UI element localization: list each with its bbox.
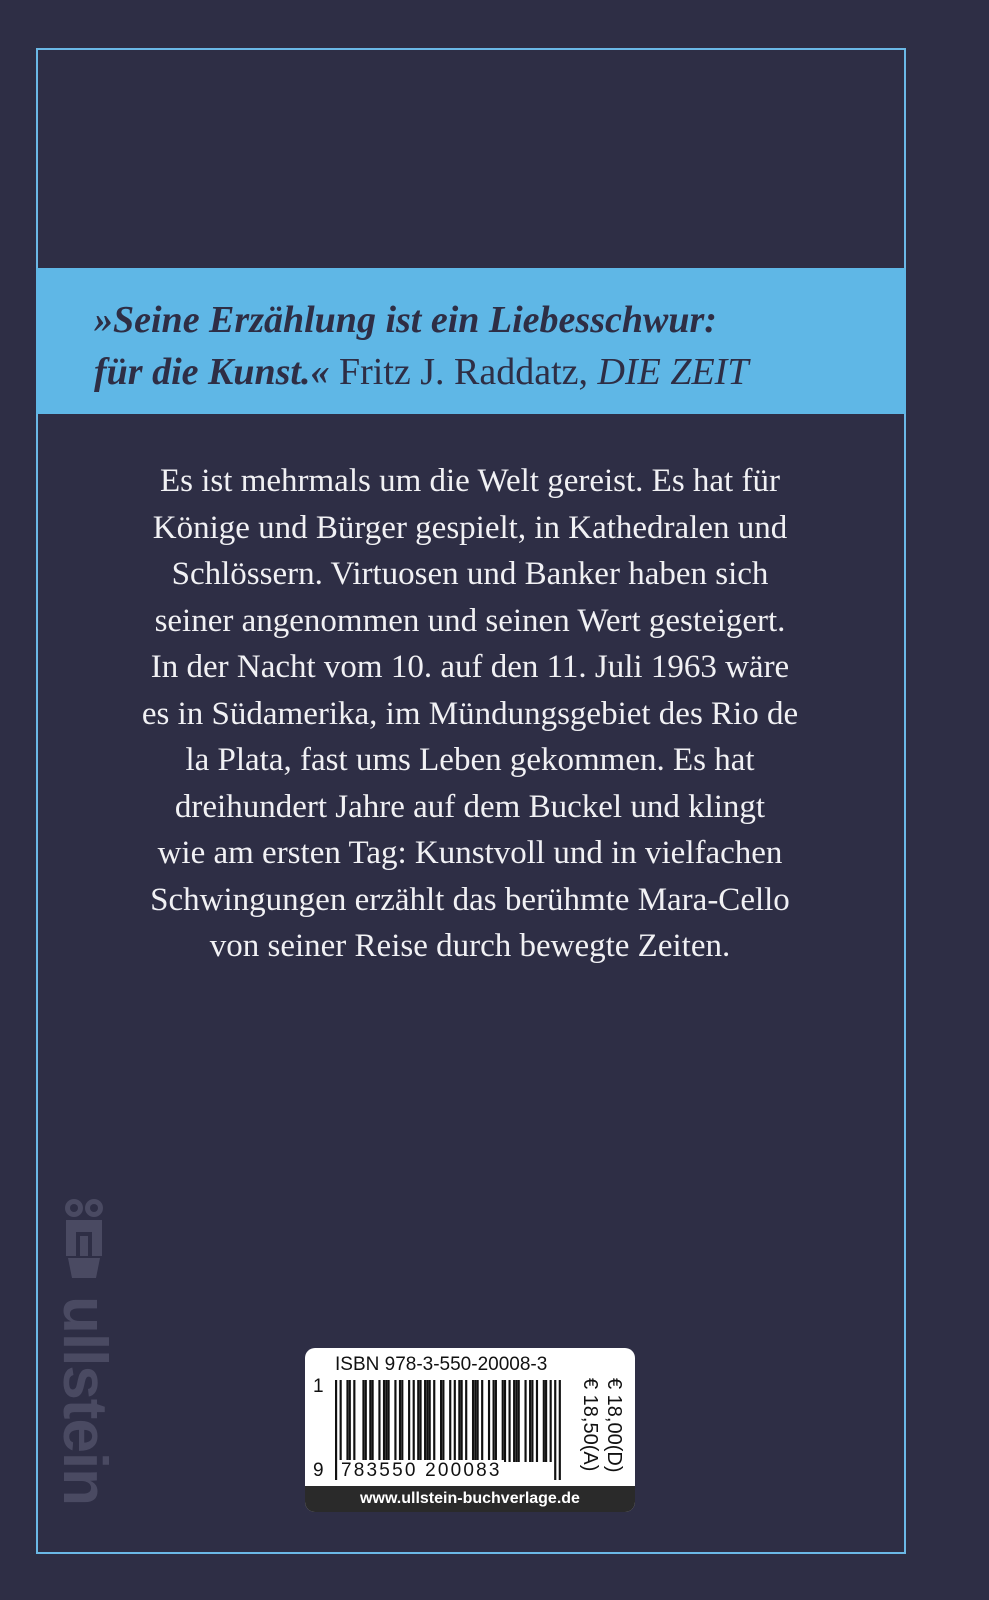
barcode-bar — [378, 1380, 380, 1462]
barcode-bar — [531, 1380, 533, 1462]
barcode-bar — [536, 1380, 538, 1462]
barcode-bar — [385, 1380, 387, 1462]
quote-line-1 — [94, 294, 906, 346]
barcode-bar — [461, 1380, 463, 1462]
barcode-box — [305, 1348, 635, 1512]
barcode-bar — [408, 1380, 410, 1462]
barcode-bar — [417, 1380, 419, 1462]
barcode-bar — [335, 1380, 337, 1480]
blurb-line: wie am ersten Tag: Kunstvoll und in vielfachen — [157, 835, 783, 871]
quote-line-2 — [94, 346, 906, 398]
barcode-bar — [524, 1380, 526, 1462]
barcode-bar — [442, 1380, 444, 1462]
barcode-bar — [440, 1380, 442, 1462]
barcode-lead-digit: 1 — [313, 1376, 324, 1397]
blurb-line: Schlössern. Virtuosen und Banker haben sich — [171, 556, 769, 592]
barcode-bar — [504, 1380, 506, 1462]
blurb-line: von seiner Reise durch bewegte Zeiten. — [209, 928, 731, 964]
price-block — [575, 1378, 631, 1478]
barcode-bar — [413, 1380, 415, 1462]
barcode-bar — [515, 1380, 517, 1462]
barcode-bar — [474, 1380, 476, 1462]
blurb-line: In der Nacht vom 10. auf den 11. Juli 1963 wäre — [150, 649, 790, 685]
barcode-bar — [518, 1380, 520, 1462]
owl-icon — [62, 1196, 106, 1280]
barcode-bar — [513, 1380, 515, 1462]
barcode-bar — [365, 1380, 367, 1462]
barcode-bar — [426, 1380, 428, 1462]
blurb-line: Schwingungen erzählt das berühmte Mara-Cello — [150, 881, 790, 918]
publisher-logo-text: ullstein — [50, 1296, 119, 1506]
blurb-line: Könige und Bürger gespielt, in Kathedralen und — [152, 509, 788, 546]
barcode-bar — [545, 1380, 547, 1462]
blurb-line: seiner angenommen und seinen Wert gesteigert. — [154, 602, 786, 639]
barcode-bar — [424, 1380, 426, 1462]
barcode-bar — [465, 1380, 467, 1462]
barcode-bar — [550, 1380, 552, 1462]
quote-text-2: für die Kunst.« — [94, 351, 330, 393]
barcode-bar — [394, 1380, 396, 1462]
quote-attribution: Fritz J. Raddatz, — [338, 351, 589, 393]
blurb-text — [80, 458, 860, 970]
barcode-bar — [495, 1380, 497, 1462]
barcode-bar — [362, 1380, 364, 1462]
barcode-bar — [502, 1380, 504, 1462]
barcode-bar — [543, 1380, 545, 1462]
barcode-bar — [349, 1380, 351, 1462]
blurb-line: Es ist mehrmals um die Welt gereist. Es hat für — [160, 463, 780, 499]
barcode-bar — [369, 1380, 371, 1462]
barcode-bar — [454, 1380, 456, 1462]
barcode-bar — [477, 1380, 479, 1462]
barcode-bar — [429, 1380, 431, 1462]
barcode-first-digit: 9 — [313, 1460, 324, 1481]
publisher-logo — [50, 1196, 119, 1556]
barcode-bar — [419, 1380, 421, 1462]
barcode-bar — [472, 1380, 474, 1462]
price-germany: € 18,00(D) — [603, 1378, 625, 1473]
quote-band — [36, 268, 906, 414]
quote-source: DIE ZEIT — [597, 351, 749, 393]
barcode-bar — [383, 1380, 385, 1462]
quote-text-1: »Seine Erzählung ist ein Liebesschwur: — [94, 299, 717, 341]
barcode-bar — [346, 1380, 348, 1462]
barcode-digits: 783550 200083 — [341, 1460, 502, 1481]
barcode-bar — [433, 1380, 435, 1462]
publisher-url: www.ullstein-buchverlage.de — [305, 1486, 635, 1512]
barcode-bar — [399, 1380, 401, 1462]
barcode-bar — [388, 1380, 390, 1462]
barcode-bar — [508, 1380, 510, 1462]
blurb-line: la Plata, fast ums Leben gekommen. Es hat — [185, 742, 755, 778]
barcode-bar — [488, 1380, 490, 1462]
barcode-bar — [458, 1380, 460, 1462]
barcode-bar — [529, 1380, 531, 1462]
barcode-bar — [554, 1380, 556, 1480]
blurb-line: es in Südamerika, im Mündungsgebiet des Rio de — [141, 695, 799, 732]
price-austria: € 18,50(A) — [579, 1378, 601, 1472]
blurb-line: dreihundert Jahre auf dem Buckel und klingt — [174, 788, 766, 825]
isbn-label: ISBN 978-3-550-20008-3 — [335, 1354, 548, 1375]
barcode-bar — [481, 1380, 483, 1462]
barcode-bar — [372, 1380, 374, 1462]
barcode-bar — [559, 1380, 561, 1480]
barcode-bar — [401, 1380, 403, 1462]
barcode-bar — [493, 1380, 495, 1462]
barcode-bar — [353, 1380, 355, 1462]
